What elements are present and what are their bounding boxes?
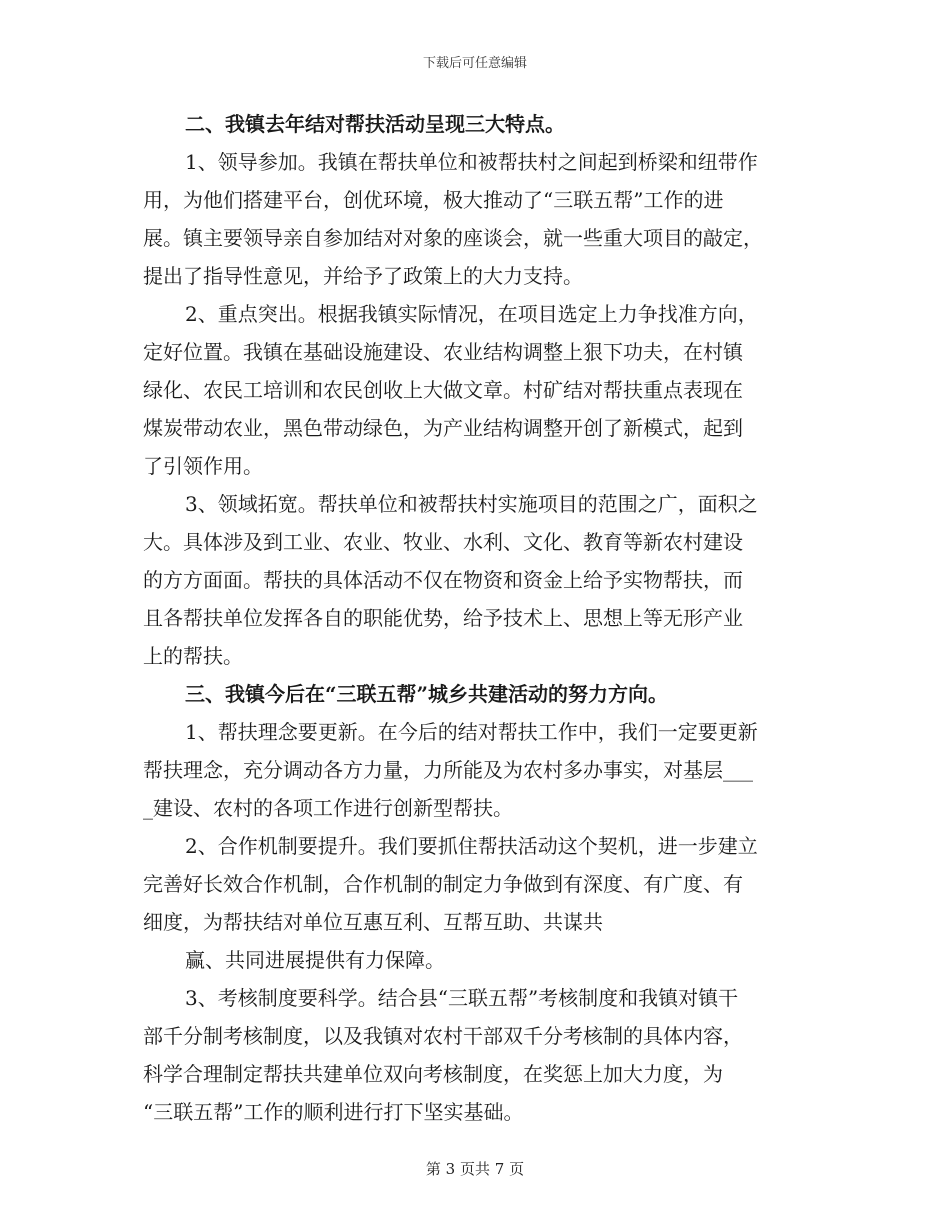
text-line: 2、合作机制要提升。我们要抓住帮扶活动这个契机，进一步建立: [185, 834, 758, 858]
text-line: 科学合理制定帮扶共建单位双向考核制度，在奖惩上加大力度，为: [143, 1062, 723, 1086]
text-line: 帮扶理念，充分调动各方力量，力所能及为农村多办事实，对基层___: [143, 758, 753, 782]
text-line: 的方方面面。帮扶的具体活动不仅在物资和资金上给予实物帮扶，而: [143, 568, 743, 592]
section-heading: 三、我镇今后在“三联五帮”城乡共建活动的努力方向。: [185, 682, 669, 706]
text-line: 1、帮扶理念要更新。在今后的结对帮扶工作中，我们一定要更新: [185, 720, 758, 744]
text-line: 2、重点突出。根据我镇实际情况，在项目选定上力争找准方向，: [185, 302, 758, 326]
text-line: 1、领导参加。我镇在帮扶单位和被帮扶村之间起到桥梁和纽带作: [185, 150, 758, 174]
paragraph: [143, 143, 808, 295]
text-line: 定好位置。我镇在基础设施建设、农业结构调整上狠下功夫，在村镇: [143, 340, 743, 364]
text-line: 3、领域拓宽。帮扶单位和被帮扶村实施项目的范围之广，面积之: [185, 492, 758, 516]
text-line: 完善好长效合作机制，合作机制的制定力争做到有深度、有广度、有: [143, 872, 743, 896]
text-line: 3、考核制度要科学。结合县“三联五帮”考核制度和我镇对镇干: [185, 986, 739, 1010]
paragraph: [143, 713, 808, 827]
paragraph: [143, 295, 808, 485]
text-line: 了引领作用。: [143, 454, 263, 478]
paragraph: [143, 827, 808, 941]
text-line: 细度，为帮扶结对单位互惠互利、互帮互助、共谋共: [143, 910, 603, 934]
paragraph: [143, 979, 808, 1131]
text-line: _建设、农村的各项工作进行创新型帮扶。: [143, 796, 513, 820]
text-line: 煤炭带动农业，黑色带动绿色，为产业结构调整开创了新模式，起到: [143, 416, 743, 440]
paragraph: [143, 941, 808, 979]
text-line: 且各帮扶单位发挥各自的职能优势，给予技术上、思想上等无形产业: [143, 606, 743, 630]
text-line: “三联五帮”工作的顺利进行打下坚实基础。: [143, 1100, 524, 1124]
page-footer: 第 3 页共 7 页: [425, 1160, 525, 1178]
document-body: [143, 105, 808, 1131]
text-line: 赢、共同进展提供有力保障。: [185, 948, 445, 972]
text-line: 大。具体涉及到工业、农业、牧业、水利、文化、教育等新农村建设: [143, 530, 743, 554]
text-line: 部千分制考核制度，以及我镇对农村干部双千分考核制的具体内容，: [143, 1024, 743, 1048]
text-line: 提出了指导性意见，并给予了政策上的大力支持。: [143, 264, 583, 288]
text-line: 展。镇主要领导亲自参加结对对象的座谈会，就一些重大项目的敲定，: [143, 226, 763, 250]
paragraph: [143, 485, 808, 675]
section-heading: 二、我镇去年结对帮扶活动呈现三大特点。: [185, 112, 565, 136]
text-line: 用，为他们搭建平台，创优环境，极大推动了“三联五帮”工作的进: [143, 188, 724, 212]
page-header: 下载后可任意编辑: [422, 56, 527, 71]
text-line: 绿化、农民工培训和农民创收上大做文章。村矿结对帮扶重点表现在: [143, 378, 743, 402]
text-line: 上的帮扶。: [143, 644, 243, 668]
